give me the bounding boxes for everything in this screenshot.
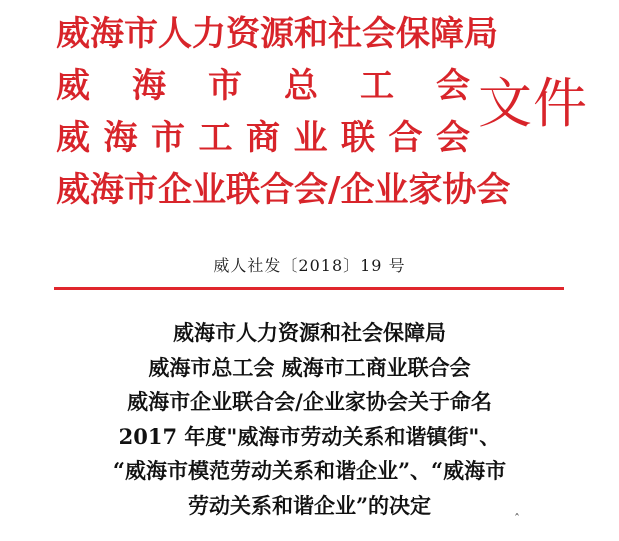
title-line: 威海市企业联合会/企业家协会关于命名 [127,389,492,414]
issuer-char: 商 [246,118,280,158]
issuer-char: 会 [436,118,470,158]
issuer-char: 工 [198,118,233,158]
issuer-char: 海 [132,66,166,106]
document-title [0,316,619,523]
issuer-char: 合 [388,118,423,158]
issuer-line-hr-bureau: 威海市人力资源和社会保障局 [56,14,498,54]
title-line: 劳动关系和谐企业”的决定 [187,492,432,518]
issuer-char: 海 [103,118,138,158]
issuer-char: 会 [436,66,470,106]
issuer-char: 总 [284,66,318,106]
title-line: 2017 年度"威海市劳动关系和谐镇街"、 [118,423,501,449]
issuer-char: 威 [56,66,90,106]
red-divider-line [54,287,564,290]
issuer-char: 市 [151,118,185,158]
issuer-char: 业 [293,118,328,158]
issuer-char: 联 [341,118,375,158]
title-line: “威海市模范劳动关系和谐企业”、“威海市 [112,458,507,483]
title-line: 威海市总工会 威海市工商业联合会 [148,354,471,380]
issuer-char: 威 [56,118,90,158]
document-type-label: 文件 [478,72,588,135]
issuer-line-trade-union [56,64,470,108]
issuer-char: 工 [360,66,394,106]
issuer-line-enterprise-federation: 威海市企业联合会/企业家协会 [56,170,511,210]
title-line: 威海市人力资源和社会保障局 [173,320,446,345]
issuer-line-commerce-federation [56,116,470,160]
document-number: 威人社发〔2018〕19 号 [213,256,406,275]
scan-mark: ˆ [514,512,520,526]
issuer-char: 市 [208,66,242,106]
